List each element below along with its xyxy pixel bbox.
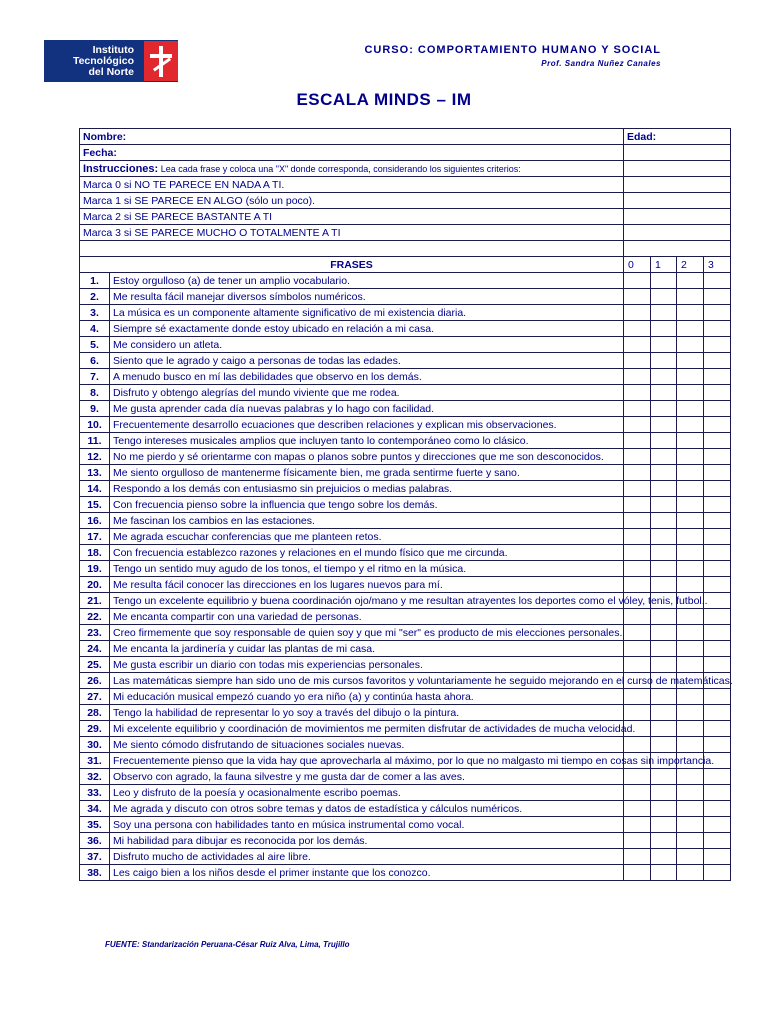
item-text: Me encanta la jardinería y cuidar las plantas de mi casa.: [110, 641, 624, 657]
score-cell-3[interactable]: [704, 545, 731, 561]
score-cell-2[interactable]: [677, 465, 704, 481]
item-text: Me fascinan los cambios en las estaciones.: [110, 513, 624, 529]
item-text: Estoy orgulloso (a) de tener un amplio vocabulario.: [110, 273, 624, 289]
score-cell-3[interactable]: [704, 769, 731, 785]
table-row: [80, 545, 731, 561]
score-cell-0[interactable]: [624, 785, 651, 801]
score-cell-3[interactable]: [704, 465, 731, 481]
blank-cell: [624, 177, 731, 193]
item-text: Me agrada escuchar conferencias que me planteen retos.: [110, 529, 624, 545]
item-text: Leo y disfruto de la poesía y ocasionalmente escribo poemas.: [110, 785, 624, 801]
item-text: Siempre sé exactamente donde estoy ubicado en relación a mi casa.: [110, 321, 624, 337]
score-cell-0[interactable]: [624, 401, 651, 417]
item-number: 35.: [80, 817, 110, 833]
score-cell-2[interactable]: [677, 513, 704, 529]
score-cell-3[interactable]: [704, 449, 731, 465]
table-row: [80, 657, 731, 673]
table-row: [80, 593, 731, 609]
table-row: [80, 273, 731, 289]
score-cell-2[interactable]: [677, 561, 704, 577]
item-number: 24.: [80, 641, 110, 657]
score-cell-2[interactable]: [677, 273, 704, 289]
item-text: Creo firmemente que soy responsable de quien soy y que mi "ser" es producto de mis elecciones personales.: [110, 625, 624, 641]
edad-label: Edad:: [627, 130, 657, 143]
blank-cell: [624, 225, 731, 241]
item-number: 8.: [80, 385, 110, 401]
item-text: Disfruto y obtengo alegrías del mundo viviente que me rodea.: [110, 385, 624, 401]
table-row: [80, 305, 731, 321]
logo-text: [44, 45, 140, 78]
score-cell-3[interactable]: [704, 273, 731, 289]
score-cell-2[interactable]: [677, 785, 704, 801]
item-number: 20.: [80, 577, 110, 593]
score-cell-0[interactable]: [624, 465, 651, 481]
score-cell-3[interactable]: [704, 689, 731, 705]
score-cell-1[interactable]: [651, 833, 677, 849]
item-number: 31.: [80, 753, 110, 769]
table-row: [80, 481, 731, 497]
item-number: 34.: [80, 801, 110, 817]
score-cell-0[interactable]: [624, 481, 651, 497]
score-cell-3[interactable]: [704, 433, 731, 449]
score-cell-2[interactable]: [677, 705, 704, 721]
score-cell-2[interactable]: [677, 641, 704, 657]
score-cell-2[interactable]: [677, 817, 704, 833]
marca-2-text: Marca 2 si SE PARECE BASTANTE A TI: [80, 209, 624, 225]
item-number: 14.: [80, 481, 110, 497]
table-row: [80, 817, 731, 833]
item-number: 26.: [80, 673, 110, 689]
score-cell-3[interactable]: [704, 305, 731, 321]
score-cell-2[interactable]: [677, 769, 704, 785]
item-number: 2.: [80, 289, 110, 305]
item-number: 36.: [80, 833, 110, 849]
score-cell-0[interactable]: [624, 737, 651, 753]
score-cell-0[interactable]: [624, 449, 651, 465]
professor-name: Prof. Sandra Nuñez Canales: [541, 59, 661, 68]
score-cell-3[interactable]: [704, 337, 731, 353]
table-row: [80, 865, 731, 881]
score-cell-1[interactable]: [651, 433, 677, 449]
item-text: La música es un componente altamente significativo de mi existencia diaria.: [110, 305, 624, 321]
nombre-field[interactable]: [80, 129, 624, 145]
item-number: 37.: [80, 849, 110, 865]
score-cell-3[interactable]: [704, 369, 731, 385]
score-cell-3[interactable]: [704, 401, 731, 417]
score-cell-1[interactable]: [651, 561, 677, 577]
score-cell-0[interactable]: [624, 337, 651, 353]
score-cell-0[interactable]: [624, 353, 651, 369]
score-cell-1[interactable]: [651, 497, 677, 513]
table-row: [80, 849, 731, 865]
table-row: [80, 401, 731, 417]
marca-0-text: Marca 0 si NO TE PARECE EN NADA A TI.: [80, 177, 624, 193]
item-text: Tengo un sentido muy agudo de los tonos, el tiempo y el ritmo en la música.: [110, 561, 624, 577]
score-cell-2[interactable]: [677, 449, 704, 465]
score-cell-1[interactable]: [651, 353, 677, 369]
spacer-row: [80, 241, 731, 257]
marca-row: [80, 177, 731, 193]
score-cell-2[interactable]: [677, 833, 704, 849]
score-cell-0[interactable]: [624, 689, 651, 705]
table-row: [80, 769, 731, 785]
score-cell-3[interactable]: [704, 513, 731, 529]
score-cell-2[interactable]: [677, 433, 704, 449]
score-cell-1[interactable]: [651, 625, 677, 641]
score-cell-0[interactable]: [624, 577, 651, 593]
score-cell-2[interactable]: [677, 849, 704, 865]
table-row: [80, 641, 731, 657]
blank-cell: [624, 193, 731, 209]
item-text: Con frecuencia establezco razones y relaciones en el mundo físico que me circunda.: [110, 545, 624, 561]
score-cell-1[interactable]: [651, 657, 677, 673]
item-number: 29.: [80, 721, 110, 737]
score-cell-3[interactable]: [704, 289, 731, 305]
item-text: Las matemáticas siempre han sido uno de mis cursos favoritos y voluntariamente he seguido mejorando en el curso de matemáticas.: [110, 673, 624, 689]
score-cell-3[interactable]: [704, 321, 731, 337]
score-cell-0[interactable]: [624, 273, 651, 289]
table-row: [80, 337, 731, 353]
table-row: [80, 289, 731, 305]
instrucciones-row: [80, 161, 731, 177]
score-cell-3[interactable]: [704, 817, 731, 833]
score-cell-3[interactable]: [704, 641, 731, 657]
score-cell-1[interactable]: [651, 273, 677, 289]
score-cell-2[interactable]: [677, 385, 704, 401]
logo-line-2: Tecnológico: [72, 54, 134, 67]
score-cell-1[interactable]: [651, 337, 677, 353]
item-number: 11.: [80, 433, 110, 449]
item-number: 25.: [80, 657, 110, 673]
score-cell-2[interactable]: [677, 497, 704, 513]
table-row: [80, 577, 731, 593]
fecha-field[interactable]: [80, 145, 624, 161]
score-cell-2[interactable]: [677, 305, 704, 321]
score-cell-1[interactable]: [651, 369, 677, 385]
table-row: [80, 513, 731, 529]
item-text: Me considero un atleta.: [110, 337, 624, 353]
item-text: Me resulta fácil conocer las direcciones en los lugares nuevos para mí.: [110, 577, 624, 593]
score-cell-0[interactable]: [624, 849, 651, 865]
table-row: [80, 753, 731, 769]
score-cell-0[interactable]: [624, 801, 651, 817]
score-cell-1[interactable]: [651, 577, 677, 593]
item-text: Me encanta compartir con una variedad de personas.: [110, 609, 624, 625]
item-text: Me agrada y discuto con otros sobre temas y datos de estadística y cálculos numéricos.: [110, 801, 624, 817]
score-cell-0[interactable]: [624, 385, 651, 401]
score-cell-1[interactable]: [651, 305, 677, 321]
score-cell-0[interactable]: [624, 609, 651, 625]
score-cell-3[interactable]: [704, 497, 731, 513]
score-cell-1[interactable]: [651, 321, 677, 337]
item-number: 9.: [80, 401, 110, 417]
course-title: CURSO: COMPORTAMIENTO HUMANO Y SOCIAL: [364, 44, 661, 56]
score-cell-2[interactable]: [677, 353, 704, 369]
score-cell-1[interactable]: [651, 449, 677, 465]
item-number: 3.: [80, 305, 110, 321]
score-cell-0[interactable]: [624, 433, 651, 449]
score-cell-0[interactable]: [624, 625, 651, 641]
item-text: Mi habilidad para dibujar es reconocida por los demás.: [110, 833, 624, 849]
table-row: [80, 433, 731, 449]
blank-cell: [624, 241, 731, 257]
score-cell-2[interactable]: [677, 289, 704, 305]
score-cell-3[interactable]: [704, 529, 731, 545]
item-text: Me gusta aprender cada día nuevas palabras y lo hago con facilidad.: [110, 401, 624, 417]
item-text: Mi educación musical empezó cuando yo era niño (a) y continúa hasta ahora.: [110, 689, 624, 705]
item-text: Les caigo bien a los niños desde el primer instante que los conozco.: [110, 865, 624, 881]
item-text: Con frecuencia pienso sobre la influencia que tengo sobre los demás.: [110, 497, 624, 513]
score-cell-1[interactable]: [651, 609, 677, 625]
marca-row: [80, 209, 731, 225]
nombre-label: Nombre:: [83, 130, 127, 143]
score-cell-0[interactable]: [624, 417, 651, 433]
score-cell-2[interactable]: [677, 801, 704, 817]
blank-cell: [624, 145, 731, 161]
table-row: [80, 561, 731, 577]
score-cell-1[interactable]: [651, 465, 677, 481]
item-text: Siento que le agrado y caigo a personas de todas las edades.: [110, 353, 624, 369]
instrucciones-text: Lea cada frase y coloca una "X" donde corresponda, considerando los siguientes criterios:: [158, 163, 521, 174]
score-cell-1[interactable]: [651, 865, 677, 881]
minds-form-table: [79, 128, 731, 881]
item-number: 21.: [80, 593, 110, 609]
item-text: Me siento orgulloso de mantenerme físicamente bien, me grada sentirme fuerte y sano.: [110, 465, 624, 481]
score-cell-1[interactable]: [651, 705, 677, 721]
item-text: Tengo un excelente equilibrio y buena coordinación ojo/mano y me resultan atrayentes los deportes como el vóley, tenis, futbol..: [110, 593, 624, 609]
marca-3-text: Marca 3 si SE PARECE MUCHO O TOTALMENTE A TI: [80, 225, 624, 241]
score-cell-2[interactable]: [677, 577, 704, 593]
score-cell-0[interactable]: [624, 289, 651, 305]
score-cell-1[interactable]: [651, 721, 677, 737]
score-header-0: 0: [624, 257, 651, 273]
score-cell-1[interactable]: [651, 545, 677, 561]
marca-row: [80, 225, 731, 241]
fecha-row: [80, 145, 731, 161]
item-text: Me gusta escribir un diario con todas mis experiencias personales.: [110, 657, 624, 673]
score-cell-1[interactable]: [651, 513, 677, 529]
item-text: Disfruto mucho de actividades al aire libre.: [110, 849, 624, 865]
score-cell-0[interactable]: [624, 833, 651, 849]
score-cell-1[interactable]: [651, 401, 677, 417]
score-cell-3[interactable]: [704, 737, 731, 753]
cross-icon: [144, 41, 178, 81]
score-cell-2[interactable]: [677, 545, 704, 561]
score-cell-2[interactable]: [677, 737, 704, 753]
score-cell-2[interactable]: [677, 609, 704, 625]
score-cell-0[interactable]: [624, 817, 651, 833]
score-cell-2[interactable]: [677, 321, 704, 337]
marca-1-text: Marca 1 si SE PARECE EN ALGO (sólo un poco).: [80, 193, 624, 209]
table-row: [80, 353, 731, 369]
score-cell-3[interactable]: [704, 721, 731, 737]
blank-cell: [80, 241, 624, 257]
table-row: [80, 689, 731, 705]
item-text: Tengo intereses musicales amplios que incluyen tanto lo contemporáneo como lo clásico.: [110, 433, 624, 449]
score-cell-0[interactable]: [624, 769, 651, 785]
instrucciones-label: Instrucciones:: [83, 162, 159, 175]
item-number: 13.: [80, 465, 110, 481]
score-cell-1[interactable]: [651, 529, 677, 545]
item-text: Respondo a los demás con entusiasmo sin prejuicios o medias palabras.: [110, 481, 624, 497]
item-number: 16.: [80, 513, 110, 529]
table-row: [80, 705, 731, 721]
score-cell-1[interactable]: [651, 689, 677, 705]
item-number: 28.: [80, 705, 110, 721]
score-header-2: 2: [677, 257, 704, 273]
item-number: 6.: [80, 353, 110, 369]
blank-cell: [624, 209, 731, 225]
score-header-3: 3: [704, 257, 731, 273]
table-row: [80, 673, 731, 689]
item-number: 1.: [80, 273, 110, 289]
table-row: [80, 321, 731, 337]
table-row: [80, 417, 731, 433]
frases-header-row: [80, 257, 731, 273]
score-cell-0[interactable]: [624, 545, 651, 561]
nombre-row: [80, 129, 731, 145]
score-cell-0[interactable]: [624, 513, 651, 529]
item-text: Mi excelente equilibrio y coordinación de movimientos me permiten disfrutar de actividades de mucha velocidad.: [110, 721, 624, 737]
score-cell-1[interactable]: [651, 385, 677, 401]
score-cell-3[interactable]: [704, 625, 731, 641]
item-text: Observo con agrado, la fauna silvestre y me gusta dar de comer a las aves.: [110, 769, 624, 785]
score-cell-1[interactable]: [651, 417, 677, 433]
score-cell-2[interactable]: [677, 417, 704, 433]
item-number: 32.: [80, 769, 110, 785]
score-cell-2[interactable]: [677, 481, 704, 497]
item-number: 19.: [80, 561, 110, 577]
table-row: [80, 801, 731, 817]
score-cell-3[interactable]: [704, 609, 731, 625]
score-cell-1[interactable]: [651, 785, 677, 801]
score-header-1: 1: [651, 257, 677, 273]
table-row: [80, 609, 731, 625]
page-title: ESCALA MINDS – IM: [296, 90, 472, 109]
score-cell-0[interactable]: [624, 865, 651, 881]
score-cell-1[interactable]: [651, 849, 677, 865]
score-cell-0[interactable]: [624, 369, 651, 385]
score-cell-3[interactable]: [704, 481, 731, 497]
item-number: 10.: [80, 417, 110, 433]
score-cell-1[interactable]: [651, 641, 677, 657]
instrucciones-cell: [80, 161, 624, 177]
item-number: 38.: [80, 865, 110, 881]
table-row: [80, 721, 731, 737]
logo-line-3: del Norte: [88, 65, 134, 78]
item-number: 30.: [80, 737, 110, 753]
item-text: A menudo busco en mí las debilidades que observo en los demás.: [110, 369, 624, 385]
item-number: 27.: [80, 689, 110, 705]
item-number: 18.: [80, 545, 110, 561]
score-cell-2[interactable]: [677, 401, 704, 417]
score-cell-2[interactable]: [677, 657, 704, 673]
score-cell-3[interactable]: [704, 417, 731, 433]
item-number: 15.: [80, 497, 110, 513]
item-number: 17.: [80, 529, 110, 545]
item-number: 4.: [80, 321, 110, 337]
table-row: [80, 737, 731, 753]
table-row: [80, 449, 731, 465]
item-number: 22.: [80, 609, 110, 625]
score-cell-2[interactable]: [677, 529, 704, 545]
table-row: [80, 833, 731, 849]
item-text: Tengo la habilidad de representar lo yo soy a través del dibujo o la pintura.: [110, 705, 624, 721]
item-text: Frecuentemente desarrollo ecuaciones que describen relaciones y explican mis observaciones.: [110, 417, 624, 433]
source-note: FUENTE: Standarización Peruana-César Ruiz Alva, Lima, Trujillo: [105, 940, 350, 949]
score-cell-3[interactable]: [704, 801, 731, 817]
score-cell-1[interactable]: [651, 801, 677, 817]
score-cell-3[interactable]: [704, 705, 731, 721]
score-cell-1[interactable]: [651, 817, 677, 833]
score-cell-1[interactable]: [651, 481, 677, 497]
score-cell-3[interactable]: [704, 865, 731, 881]
fecha-label: Fecha:: [83, 146, 117, 159]
item-text: Frecuentemente pienso que la vida hay que aprovecharla al máximo, por lo que no malgasto mi tiempo en cosas sin importancia.: [110, 753, 624, 769]
score-cell-2[interactable]: [677, 721, 704, 737]
item-number: 23.: [80, 625, 110, 641]
item-number: 5.: [80, 337, 110, 353]
score-cell-2[interactable]: [677, 337, 704, 353]
score-cell-3[interactable]: [704, 561, 731, 577]
blank-cell: [624, 161, 731, 177]
item-text: Me siento cómodo disfrutando de situaciones sociales nuevas.: [110, 737, 624, 753]
marca-row: [80, 193, 731, 209]
score-cell-3[interactable]: [704, 849, 731, 865]
score-cell-0[interactable]: [624, 705, 651, 721]
score-cell-0[interactable]: [624, 641, 651, 657]
item-number: 12.: [80, 449, 110, 465]
score-cell-1[interactable]: [651, 737, 677, 753]
table-row: [80, 529, 731, 545]
table-row: [80, 785, 731, 801]
score-cell-2[interactable]: [677, 369, 704, 385]
score-cell-0[interactable]: [624, 321, 651, 337]
score-cell-0[interactable]: [624, 497, 651, 513]
logo-line-1: Instituto: [92, 43, 134, 56]
score-cell-0[interactable]: [624, 529, 651, 545]
score-cell-2[interactable]: [677, 689, 704, 705]
frases-header: FRASES: [80, 257, 624, 273]
table-row: [80, 385, 731, 401]
score-cell-2[interactable]: [677, 625, 704, 641]
item-text: No me pierdo y sé orientarme con mapas o planos sobre puntos y direcciones que me son desconocidos.: [110, 449, 624, 465]
score-cell-3[interactable]: [704, 353, 731, 369]
table-row: [80, 625, 731, 641]
score-cell-3[interactable]: [704, 385, 731, 401]
score-cell-1[interactable]: [651, 289, 677, 305]
item-text: Soy una persona con habilidades tanto en música instrumental como vocal.: [110, 817, 624, 833]
score-cell-3[interactable]: [704, 577, 731, 593]
score-cell-0[interactable]: [624, 305, 651, 321]
score-cell-0[interactable]: [624, 657, 651, 673]
item-number: 7.: [80, 369, 110, 385]
edad-field[interactable]: [624, 129, 731, 145]
score-cell-1[interactable]: [651, 769, 677, 785]
item-number: 33.: [80, 785, 110, 801]
table-row: [80, 497, 731, 513]
table-row: [80, 369, 731, 385]
score-cell-3[interactable]: [704, 833, 731, 849]
item-text: Me resulta fácil manejar diversos símbolos numéricos.: [110, 289, 624, 305]
table-row: [80, 465, 731, 481]
score-cell-3[interactable]: [704, 785, 731, 801]
score-cell-3[interactable]: [704, 657, 731, 673]
score-cell-2[interactable]: [677, 865, 704, 881]
score-cell-0[interactable]: [624, 561, 651, 577]
institute-logo: [44, 40, 178, 82]
